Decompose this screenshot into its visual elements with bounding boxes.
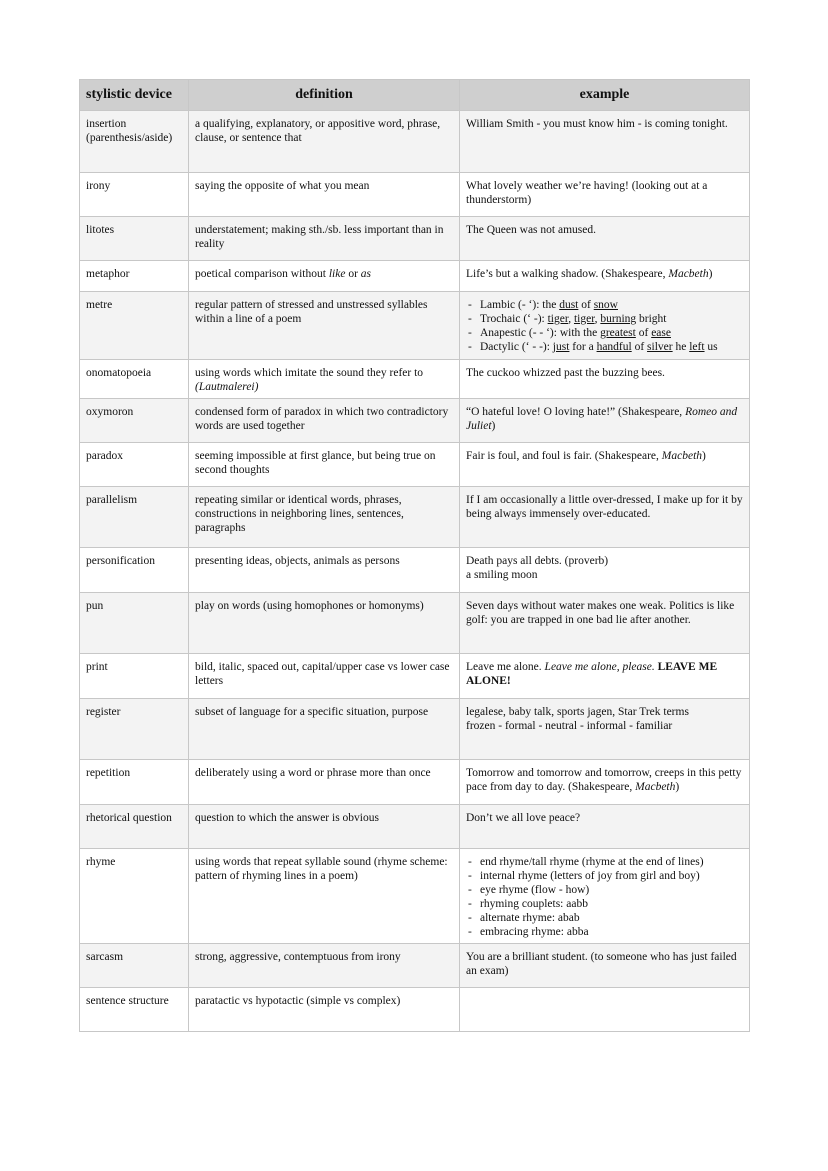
list-item: - embracing rhyme: abba <box>466 925 743 939</box>
example-cell <box>460 292 750 360</box>
device-cell: paradox <box>80 443 189 487</box>
list-item: - eye rhyme (flow - how) <box>466 883 743 897</box>
example-cell <box>460 988 750 1032</box>
definition-cell <box>189 360 460 399</box>
example-italic: Romeo and Juliet <box>466 406 738 432</box>
list-item: - Anapestic (- - ‘): with the greatest of ease <box>466 326 743 340</box>
table-row <box>80 292 750 360</box>
definition-cell: understatement; making sth./sb. less important than in reality <box>189 217 460 261</box>
list-item: - Lambic (- ‘): the dust of snow <box>466 298 743 312</box>
example-text: ) <box>708 268 713 280</box>
definition-cell: seeming impossible at first glance, but being true on second thoughts <box>189 443 460 487</box>
stylistic-devices-table <box>79 79 750 1032</box>
device-cell: oxymoron <box>80 399 189 443</box>
example-italic: Leave me alone, please. <box>544 661 655 673</box>
example-italic: Macbeth <box>668 268 709 280</box>
example-cell <box>460 654 750 699</box>
table-row <box>80 760 750 805</box>
example-cell <box>460 699 750 760</box>
example-cell <box>460 760 750 805</box>
example-cell: The Queen was not amused. <box>460 217 750 261</box>
table-row <box>80 399 750 443</box>
device-cell: sentence structure <box>80 988 189 1032</box>
example-text: a smiling moon <box>466 569 538 581</box>
example-text: Fair is foul, and foul is fair. (Shakespeare, <box>466 450 662 462</box>
example-cell: Don’t we all love peace? <box>460 805 750 849</box>
header-stylistic-device: stylistic device <box>80 80 189 111</box>
device-cell: rhetorical question <box>80 805 189 849</box>
example-text: Life’s but a walking shadow. (Shakespeare, <box>466 268 669 280</box>
device-cell: print <box>80 654 189 699</box>
definition-cell: presenting ideas, objects, animals as persons <box>189 548 460 593</box>
table-row <box>80 487 750 548</box>
definition-italic: like <box>328 268 346 280</box>
device-cell: pun <box>80 593 189 654</box>
table-row <box>80 111 750 173</box>
header-example: example <box>460 80 750 111</box>
list-item: - rhyming couplets: aabb <box>466 897 743 911</box>
definition-text: or <box>345 268 361 280</box>
table-row <box>80 944 750 988</box>
definition-cell: regular pattern of stressed and unstressed syllables within a line of a poem <box>189 292 460 360</box>
device-cell: irony <box>80 173 189 217</box>
device-cell: insertion (parenthesis/aside) <box>80 111 189 173</box>
definition-italic: (Lautmalerei) <box>195 381 259 393</box>
example-cell <box>460 261 750 292</box>
definition-cell: play on words (using homophones or homonyms) <box>189 593 460 654</box>
device-cell: personification <box>80 548 189 593</box>
definition-cell: question to which the answer is obvious <box>189 805 460 849</box>
list-item: - Dactylic (‘ - -): just for a handful of silver he left us <box>466 340 743 354</box>
example-cell <box>460 443 750 487</box>
table-row <box>80 548 750 593</box>
device-cell: metaphor <box>80 261 189 292</box>
list-item: - internal rhyme (letters of joy from girl and boy) <box>466 869 743 883</box>
example-text: ) <box>491 420 496 432</box>
table-row <box>80 699 750 760</box>
example-cell <box>460 849 750 944</box>
definition-cell: strong, aggressive, contemptuous from irony <box>189 944 460 988</box>
header-definition: definition <box>189 80 460 111</box>
definition-cell: using words that repeat syllable sound (rhyme scheme: pattern of rhyming lines in a poem) <box>189 849 460 944</box>
definition-cell: saying the opposite of what you mean <box>189 173 460 217</box>
example-list <box>466 298 743 354</box>
device-cell: metre <box>80 292 189 360</box>
example-list <box>466 855 743 939</box>
definition-cell: subset of language for a specific situation, purpose <box>189 699 460 760</box>
list-item: - alternate rhyme: abab <box>466 911 743 925</box>
example-cell: What lovely weather we’re having! (looking out at a thunderstorm) <box>460 173 750 217</box>
device-cell: rhyme <box>80 849 189 944</box>
example-cell: You are a brilliant student. (to someone who has just failed an exam) <box>460 944 750 988</box>
list-item: - end rhyme/tall rhyme (rhyme at the end of lines) <box>466 855 743 869</box>
definition-cell: bild, italic, spaced out, capital/upper case vs lower case letters <box>189 654 460 699</box>
table-row <box>80 654 750 699</box>
device-cell: repetition <box>80 760 189 805</box>
example-cell <box>460 399 750 443</box>
definition-cell: condensed form of paradox in which two contradictory words are used together <box>189 399 460 443</box>
example-italic: Macbeth <box>661 450 703 462</box>
device-cell: litotes <box>80 217 189 261</box>
list-item: - Trochaic (‘ -): tiger, tiger, burning bright <box>466 312 743 326</box>
table-row <box>80 261 750 292</box>
table-row <box>80 593 750 654</box>
example-text: Tomorrow and tomorrow and tomorrow, creeps in this petty pace from day to day. (Shakespeare, <box>466 767 742 793</box>
example-text: frozen - formal - neutral - informal - familiar <box>466 720 673 732</box>
device-cell: register <box>80 699 189 760</box>
example-cell: William Smith - you must know him - is coming tonight. <box>460 111 750 173</box>
table-row <box>80 805 750 849</box>
header-row <box>80 80 750 111</box>
device-cell: parallelism <box>80 487 189 548</box>
table-row <box>80 988 750 1032</box>
table-row <box>80 360 750 399</box>
example-text: legalese, baby talk, sports jagen, Star Trek terms <box>466 706 689 718</box>
example-text: Leave me alone. <box>466 661 545 673</box>
example-text: ) <box>675 781 680 793</box>
example-text: ) <box>702 450 706 462</box>
table-row <box>80 443 750 487</box>
table-row <box>80 217 750 261</box>
table-row <box>80 173 750 217</box>
definition-cell: paratactic vs hypotactic (simple vs complex) <box>189 988 460 1032</box>
definition-cell: deliberately using a word or phrase more than once <box>189 760 460 805</box>
device-cell: sarcasm <box>80 944 189 988</box>
table-row <box>80 849 750 944</box>
example-italic: Macbeth <box>635 781 676 793</box>
device-cell: onomatopoeia <box>80 360 189 399</box>
definition-text: using words which imitate the sound they refer to <box>195 367 424 379</box>
definition-italic: as <box>360 268 372 280</box>
example-cell: The cuckoo whizzed past the buzzing bees. <box>460 360 750 399</box>
example-cell: If I am occasionally a little over-dressed, I make up for it by being always immensely over-educated. <box>460 487 750 548</box>
example-text: Death pays all debts. (proverb) <box>466 555 609 567</box>
example-bold: LEAVE ME ALONE! <box>466 661 718 687</box>
definition-cell <box>189 261 460 292</box>
example-cell: Seven days without water makes one weak. Politics is like golf: you are trapped in one bad lie after another. <box>460 593 750 654</box>
definition-cell: repeating similar or identical words, phrases, constructions in neighboring lines, sentences, paragraphs <box>189 487 460 548</box>
example-text: “O hateful love! O loving hate!” (Shakespeare, <box>466 406 686 418</box>
example-cell <box>460 548 750 593</box>
definition-text: poetical comparison without <box>195 268 329 280</box>
definition-cell: a qualifying, explanatory, or appositive word, phrase, clause, or sentence that <box>189 111 460 173</box>
